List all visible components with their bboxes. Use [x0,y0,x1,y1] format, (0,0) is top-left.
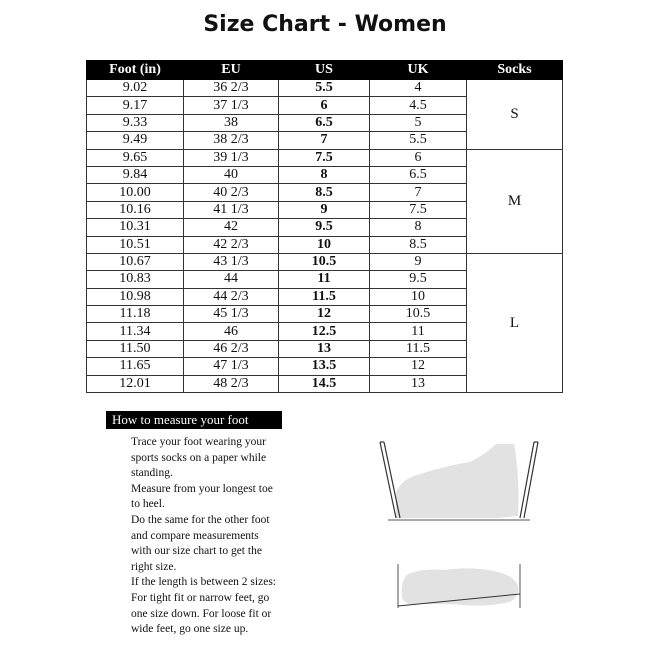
cell-us: 6 [279,97,370,114]
cell-eu: 40 2/3 [184,184,279,201]
cell-uk: 10 [370,288,467,305]
cell-eu: 42 2/3 [184,236,279,253]
instruction-line: to heel. [131,498,165,511]
cell-uk: 11.5 [370,340,467,357]
cell-us: 10 [279,236,370,253]
cell-uk: 12 [370,358,467,375]
cell-us: 7.5 [279,149,370,166]
cell-us: 8 [279,166,370,183]
instruction-line: with our size chart to get the [131,545,262,558]
cell-eu: 41 1/3 [184,201,279,218]
cell-foot: 9.65 [87,149,184,166]
table-row [87,149,563,166]
cell-us: 9 [279,201,370,218]
header-socks: Socks [467,61,563,80]
instruction-line: and compare measurements [131,529,259,542]
instruction-line: right size. [131,560,177,573]
cell-uk: 9 [370,253,467,270]
table-row [87,80,563,97]
cell-us: 5.5 [279,80,370,97]
table-body [87,80,563,393]
cell-uk: 8 [370,219,467,236]
cell-uk: 13 [370,375,467,392]
cell-us: 7 [279,132,370,149]
cell-foot: 11.18 [87,306,184,323]
cell-uk: 8.5 [370,236,467,253]
cell-us: 13 [279,340,370,357]
cell-eu: 46 2/3 [184,340,279,357]
cell-us: 11.5 [279,288,370,305]
cell-uk: 5.5 [370,132,467,149]
cell-foot: 11.34 [87,323,184,340]
cell-foot: 10.67 [87,253,184,270]
cell-socks: L [467,253,563,392]
cell-foot: 9.02 [87,80,184,97]
cell-eu: 36 2/3 [184,80,279,97]
cell-eu: 37 1/3 [184,97,279,114]
cell-us: 11 [279,271,370,288]
cell-eu: 47 1/3 [184,358,279,375]
cell-foot: 9.84 [87,166,184,183]
cell-eu: 45 1/3 [184,306,279,323]
foot-top-view-icon [398,564,520,608]
page-title: Size Chart - Women [203,12,447,37]
cell-eu: 48 2/3 [184,375,279,392]
cell-foot: 10.98 [87,288,184,305]
header-eu: EU [184,61,279,80]
cell-foot: 9.33 [87,114,184,131]
measure-heading: How to measure your foot [106,411,282,429]
cell-foot: 12.01 [87,375,184,392]
cell-us: 12 [279,306,370,323]
cell-us: 10.5 [279,253,370,270]
cell-foot: 10.31 [87,219,184,236]
cell-eu: 43 1/3 [184,253,279,270]
cell-us: 8.5 [279,184,370,201]
cell-foot: 9.17 [87,97,184,114]
cell-uk: 5 [370,114,467,131]
measure-instructions [131,435,281,638]
size-chart-table [86,60,563,393]
cell-eu: 38 [184,114,279,131]
cell-foot: 11.50 [87,340,184,357]
foot-measure-icon [374,436,544,616]
table-header-row [87,61,563,80]
cell-eu: 44 2/3 [184,288,279,305]
cell-uk: 7.5 [370,201,467,218]
cell-eu: 42 [184,219,279,236]
instruction-line: Do the same for the other foot [131,513,270,526]
cell-eu: 38 2/3 [184,132,279,149]
cell-uk: 9.5 [370,271,467,288]
cell-us: 12.5 [279,323,370,340]
header-uk: UK [370,61,467,80]
instruction-line: wide feet, go one size up. [131,623,249,636]
cell-foot: 9.49 [87,132,184,149]
cell-us: 6.5 [279,114,370,131]
cell-foot: 10.51 [87,236,184,253]
cell-eu: 46 [184,323,279,340]
cell-uk: 6.5 [370,166,467,183]
instruction-line: Measure from your longest toe [131,482,273,495]
foot-side-view-icon [380,442,538,520]
cell-foot: 10.83 [87,271,184,288]
cell-eu: 39 1/3 [184,149,279,166]
cell-eu: 40 [184,166,279,183]
cell-uk: 6 [370,149,467,166]
cell-foot: 11.65 [87,358,184,375]
cell-socks: M [467,149,563,253]
instruction-line: standing. [131,467,173,480]
cell-us: 13.5 [279,358,370,375]
instruction-line: one size down. For loose fit or [131,607,272,620]
cell-us: 9.5 [279,219,370,236]
cell-foot: 10.00 [87,184,184,201]
header-us: US [279,61,370,80]
cell-socks: S [467,80,563,150]
instruction-line: Trace your foot wearing your [131,436,266,448]
cell-uk: 4 [370,80,467,97]
cell-uk: 10.5 [370,306,467,323]
cell-uk: 11 [370,323,467,340]
table-row [87,253,563,270]
header-foot: Foot (in) [87,61,184,80]
instruction-line: sports socks on a paper while [131,451,267,464]
cell-eu: 44 [184,271,279,288]
cell-us: 14.5 [279,375,370,392]
instruction-line: For tight fit or narrow feet, go [131,591,270,604]
cell-uk: 7 [370,184,467,201]
cell-uk: 4.5 [370,97,467,114]
instruction-line: If the length is between 2 sizes: [131,576,276,589]
cell-foot: 10.16 [87,201,184,218]
